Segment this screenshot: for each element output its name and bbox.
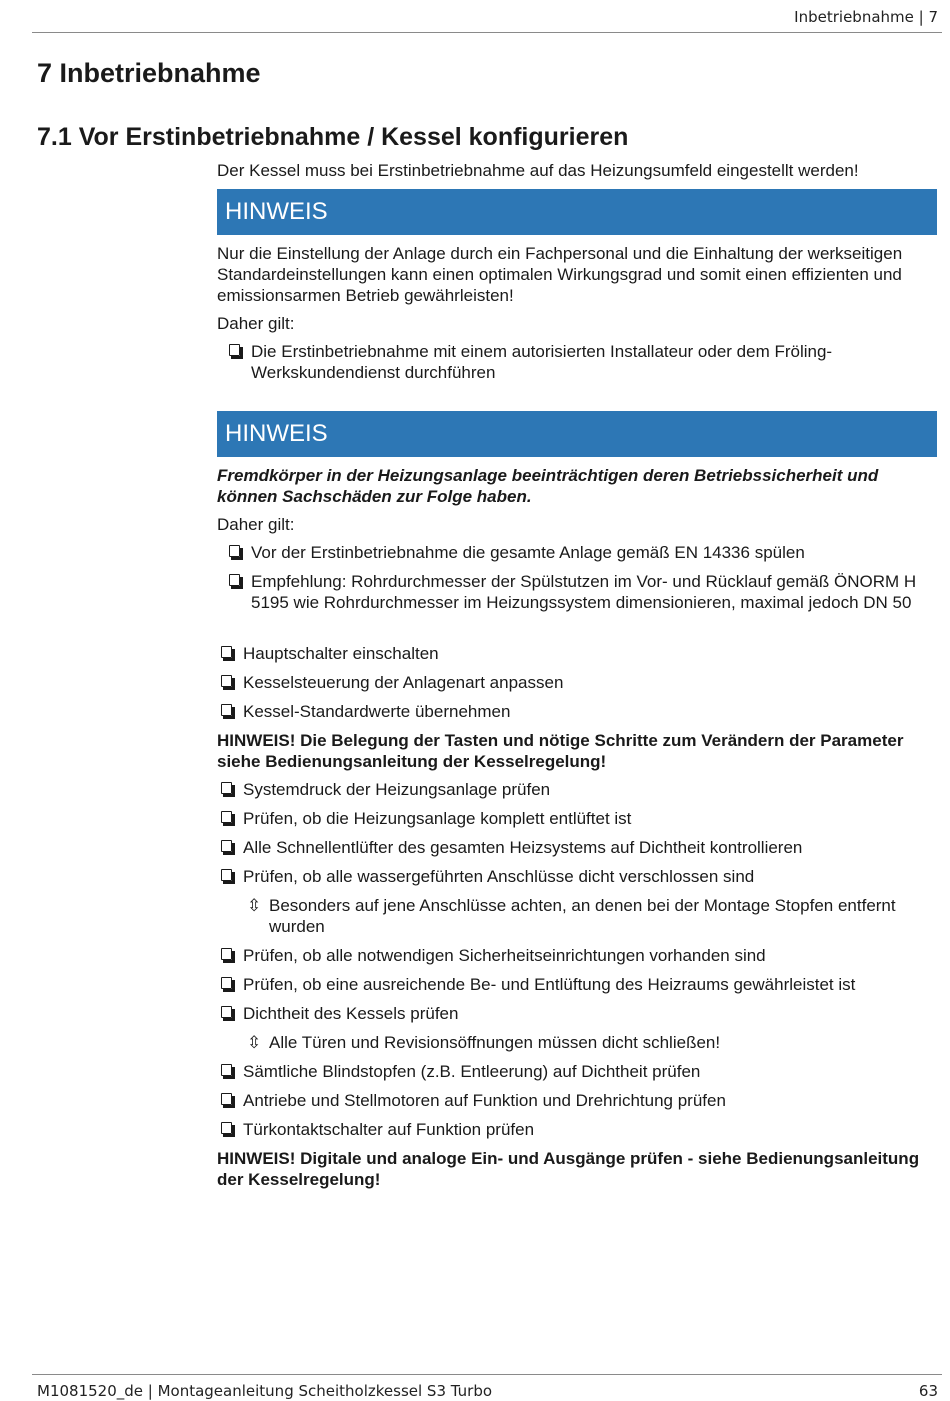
list-item: Prüfen, ob die Heizungsanlage komplett entlüftet ist	[217, 808, 937, 829]
checkbox-icon	[229, 574, 240, 586]
notice-action-list	[217, 341, 937, 383]
notice-banner: HINWEIS	[217, 411, 937, 457]
step-list	[217, 779, 937, 887]
checkbox-icon	[221, 869, 232, 881]
list-item: Vor der Erstinbetriebnahme die gesamte Anlage gemäß EN 14336 spülen	[225, 542, 937, 563]
main-content	[217, 160, 937, 1197]
notice-action-list	[217, 542, 937, 613]
step-list	[217, 945, 937, 1024]
checkbox-icon	[221, 948, 232, 960]
page-number: 63	[918, 1382, 938, 1400]
result-arrow-icon: ⇳	[247, 896, 262, 915]
chapter-title: 7 Inbetriebnahme	[37, 58, 261, 88]
checkbox-icon	[221, 1064, 232, 1076]
notice-text: Fremdkörper in der Heizungsanlage beeinträchtigen deren Betriebssicherheit und können Sachschäden zur Folge haben.	[217, 466, 879, 506]
footer-document-title: M1081520_de | Montageanleitung Scheitholzkessel S3 Turbo	[37, 1382, 493, 1400]
notice-lead: Daher gilt:	[217, 515, 295, 534]
header-divider	[32, 32, 942, 33]
list-item: Sämtliche Blindstopfen (z.B. Entleerung) auf Dichtheit prüfen	[217, 1061, 937, 1082]
list-item: Systemdruck der Heizungsanlage prüfen	[217, 779, 937, 800]
checkbox-icon	[221, 1006, 232, 1018]
section-title: 7.1 Vor Erstinbetriebnahme / Kessel konfigurieren	[37, 123, 629, 151]
result-arrow-icon: ⇳	[247, 1033, 262, 1052]
checkbox-icon	[221, 1122, 232, 1134]
list-item: Alle Schnellentlüfter des gesamten Heizsystems auf Dichtheit kontrollieren	[217, 837, 937, 858]
list-item: Kesselsteuerung der Anlagenart anpassen	[217, 672, 937, 693]
checkbox-icon	[221, 646, 232, 658]
list-item: Prüfen, ob alle wassergeführten Anschlüsse dicht verschlossen sind	[217, 866, 937, 887]
result-item: ⇳ Besonders auf jene Anschlüsse achten, an denen bei der Montage Stopfen entfernt wurden	[247, 896, 896, 936]
footer-divider	[32, 1374, 942, 1375]
note-text: HINWEIS! Digitale und analoge Ein- und Ausgänge prüfen - siehe Bedienungsanleitung der Kesselregelung!	[217, 1149, 920, 1189]
list-item: Kessel-Standardwerte übernehmen	[217, 701, 937, 722]
list-item: Türkontaktschalter auf Funktion prüfen	[217, 1119, 937, 1140]
checkbox-icon	[221, 782, 232, 794]
notice-text: Nur die Einstellung der Anlage durch ein Fachpersonal und die Einhaltung der werkseitigen Standardeinstellungen kann einen optimalen Wirkungsgrad und somit einen effizienten und emissionsarmen Betrieb gewährleisten!	[217, 244, 903, 305]
checkbox-icon	[221, 704, 232, 716]
notice-lead: Daher gilt:	[217, 314, 295, 333]
running-header: Inbetriebnahme | 7	[794, 8, 938, 26]
list-item: Prüfen, ob eine ausreichende Be- und Entlüftung des Heizraums gewährleistet ist	[217, 974, 937, 995]
step-list	[217, 643, 937, 722]
note-text: HINWEIS! Die Belegung der Tasten und nötige Schritte zum Verändern der Parameter siehe Bedienungsanleitung der Kesselregelung!	[217, 731, 904, 771]
list-item: Empfehlung: Rohrdurchmesser der Spülstutzen im Vor- und Rücklauf gemäß ÖNORM H 5195 wie Rohrdurchmesser im Heizungssystem dimensionieren, maximal jedoch DN 50	[225, 571, 937, 613]
list-item: Die Erstinbetriebnahme mit einem autorisierten Installateur oder dem Fröling-Werkskundendienst durchführen	[225, 341, 937, 383]
checkbox-icon	[221, 1093, 232, 1105]
checkbox-icon	[221, 811, 232, 823]
checkbox-icon	[229, 344, 240, 356]
checkbox-icon	[229, 545, 240, 557]
checkbox-icon	[221, 977, 232, 989]
notice-banner: HINWEIS	[217, 189, 937, 235]
step-list	[217, 1061, 937, 1140]
list-item: Prüfen, ob alle notwendigen Sicherheitseinrichtungen vorhanden sind	[217, 945, 937, 966]
list-item: Antriebe und Stellmotoren auf Funktion und Drehrichtung prüfen	[217, 1090, 937, 1111]
list-item: Hauptschalter einschalten	[217, 643, 937, 664]
result-item: ⇳ Alle Türen und Revisionsöffnungen müssen dicht schließen!	[247, 1033, 721, 1052]
checkbox-icon	[221, 675, 232, 687]
list-item: Dichtheit des Kessels prüfen	[217, 1003, 937, 1024]
checkbox-icon	[221, 840, 232, 852]
intro-text: Der Kessel muss bei Erstinbetriebnahme auf das Heizungsumfeld eingestellt werden!	[217, 161, 859, 180]
